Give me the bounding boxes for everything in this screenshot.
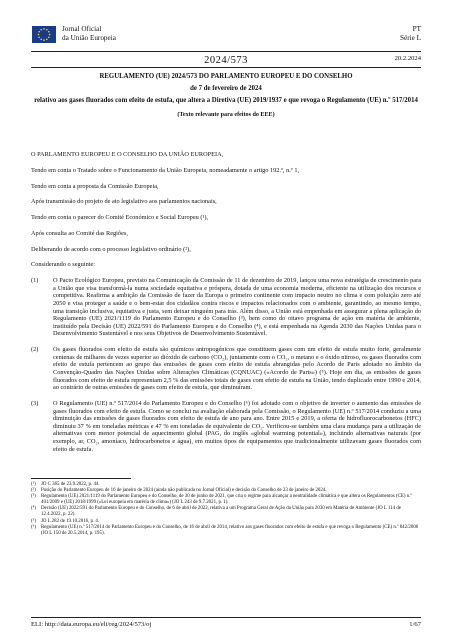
flag-star [46,29,48,31]
header-divider [31,51,421,52]
journal-name-line1: Jornal Oficial [62,25,102,33]
footnote-number: (¹) [31,482,36,487]
preamble-paragraph: Deliberando de acordo com o processo legislativo ordinário (²), [31,245,191,253]
footnote-text: Regulamento (UE) 2021/1119 do Parlamento Europeu e do Conselho, de 30 de junho de 2021, que cria o regime para alcançar a neutralidade climática e que altera os Regulamentos (CE) n.º 401/2009 e (UE) 2018/1999 («Lei europeia em matéria de clima») (JO L 243 de 9.7.2021, p. 1). [41,494,412,506]
flag-star [38,37,40,39]
flag-star [40,29,42,31]
flag-star [43,28,45,30]
footnote-text: Regulamento (UE) n.º 517/2014 do Parlamento Europeu e do Conselho, de 16 de abril de 2014, relativo aos gases fluorados com efeito de estufa e que revoga o Regulamento (CE) n.º 842/2006 (JO L 150 de 20.5.2014, p. 195). [41,524,419,536]
journal-name-line2: da União Europeia [62,34,116,42]
footnote-text: JO C 365 de 23.9.2022, p. 44. [41,482,100,487]
recital-item [31,277,421,338]
footer-divider [31,617,421,618]
footnote-number: (³) [31,494,36,500]
footnote-divider [31,478,131,479]
preamble-paragraph: Tendo em conta o Tratado sobre o Funcionamento da União Europeia, nomeadamente o artigo 192.º, n.º 1, [31,166,300,174]
page-number: 1/67 [409,621,421,628]
flag-star [46,39,48,41]
journal-name [62,25,116,43]
preamble-intro: O PARLAMENTO EUROPEU E O CONSELHO DA UNIÃO EUROPEIA, [31,151,224,158]
preamble-paragraph: Após transmissão do projeto de ato legislativo aos parlamentos nacionais, [31,198,217,206]
footnote-number: (⁴) [31,506,36,512]
footnote-text: JO L 282 de 19.10.2016, p. 4. [41,518,100,524]
flag-star [38,34,40,36]
flag-star [40,39,42,41]
footnotes [31,482,421,537]
regulation-title [31,73,421,119]
recital-text: O Pacto Ecológico Europeu, previsto na Comunicação da Comissão de 11 de dezembro de 2019, lançou uma nova estratégia de crescimento para a União que visa transformá-la numa sociedade equitativa e próspera, dotada de uma economia moderna, eficiente na utilização dos recursos e competitiva. Reafirma a ambição da Comissão de fazer da Europa o primeiro continente com impacto neutro no clima e com poluição zero até 2050 e visa proteger a saúde e o bem-estar dos cidadãos contra riscos e impactos relacionados com o ambiente, garantindo, ao mesmo tempo, uma transição inclusiva, equitativa e justa, sem deixar ninguém para trás. Além disso, a União está empenhada em assegurar a plena aplicação do Regulamento (UE) 2021/1119 do Parlamento Europeu e do Conselho (³), bem como do oitavo programa de ação em matéria de ambiente, instituído pela Decisão (UE) 2022/591 do Parlamento Europeu e do Conselho (⁴), e está empenhada na Agenda 2030 das Nações Unidas para o Desenvolvimento Sustentável e nos seus Objetivos de Desenvolvimento Sustentável. [53,277,421,338]
footnote-text: Posição do Parlamento Europeu de 16 de janeiro de 2024 (ainda não publicada no Jornal Oficial) e decisão do Conselho de 23 de janeiro de 2024. [41,488,327,494]
recital-item [31,346,421,392]
eu-flag-icon [32,26,56,43]
flag-star [49,34,51,36]
document-number: 2024/573 [204,55,248,66]
footnote-item [31,525,421,537]
recital-item [31,400,421,453]
recital-number: (1) [31,277,39,285]
footnote-number: (⁵) [31,518,36,524]
title-subject: relativo aos gases fluorados com efeito de estufa, que altera a Diretiva (UE) 2019/1937 e que revoga o Regulamento (UE) n.º 517/2014 [34,97,418,105]
series-label: Série L [400,34,421,42]
publication-date: 20.2.2024 [394,55,421,62]
preamble-paragraph: Tendo em conta o parecer do Comité Económico e Social Europeu (¹), [31,214,208,222]
language-code: PT [412,25,421,33]
recital-number: (2) [31,346,39,354]
flag-star [48,31,50,33]
flag-star [38,31,40,33]
recital-text: O Regulamento (UE) n.º 517/2014 do Parlamento Europeu e do Conselho (⁶) foi adotado com o objetivo de inverter o aumento das emissões de gases fluorados com efeito de estufa. Como se conclui na avaliação elaborada pela Comissão, o Regulamento (UE) n.º 517/2014 conduziu a uma diminuição das emissões de gases fluorados com efeito de estufa de ano para ano. Entre 2015 e 2019, a oferta de hidrofluorocarbonetos (HFC) diminuiu 37 % em toneladas métricas e 47 % em toneladas de equivalente de CO₂. Verificou-se também uma clara mudança para a utilização de alternativas com menor potencial de aquecimento global (PAG, do inglês «global warming potential»), incluindo alternativas naturais (por exemplo, ar, CO₂, amoníaco, hidrocarbonetos e água), em muitos tipos de equipamentos que tradicionalmente utilizavam gases fluorados com efeito de estufa. [53,399,421,453]
footnote-text: Decisão (UE) 2022/591 do Parlamento Europeu e do Conselho, de 6 de abril de 2022, relativa a um Programa Geral de Ação da União para 2030 em Matéria de Ambiente (JO L 114 de 12.4.2022, p. 22). [41,506,401,518]
language-series [400,25,421,43]
footnote-item [31,494,421,506]
eli-link[interactable]: ELI: http://data.europa.eu/eli/reg/2024/573/oj [31,621,152,628]
flag-star [43,39,45,41]
footnote-number: (²) [31,488,36,494]
footnote-number: (⁶) [31,524,36,530]
title-divider [31,67,421,68]
title-eea-note: (Texto relevante para efeitos do EEE) [177,111,275,118]
journal-header [0,0,452,48]
recital-text: Os gases fluorados com efeito de estufa são químicos antropogénicos que constituem gases com um efeito de estufa muito forte, geralmente centenas de milhares de vezes superior ao dióxido de carbono (CO₂), juntamente com o CO₂, o metano e o óxido nitroso, os gases fluorados com efeito de estufa pertencem ao grupo das emissões de gases com efeito de estufa abrangidas pelo Acordo de Paris adotado no âmbito da Convenção-Quadro das Nações Unidas sobre Alterações Climáticas (CQNUAC) («Acordo de Paris») (⁵). Hoje em dia, as emissões de gases fluorados com efeito de estufa representam 2,5 % das emissões totais de gases com efeito de estufa na União, tendo duplicado entre 1990 e 2014, ao contrário de outras emissões de gases com efeito de estufa, que diminuíram. [53,346,421,392]
document-body [31,151,421,461]
footnote-item [31,506,421,518]
preamble-paragraph: Considerando o seguinte: [31,261,96,269]
flag-star [48,37,50,39]
recital-number: (3) [31,399,39,407]
title-date: de 7 de fevereiro de 2024 [190,84,262,92]
preamble-paragraph: Tendo em conta a proposta da Comissão Europeia, [31,182,159,190]
preamble-paragraph: Após consulta ao Comité das Regiões, [31,229,128,237]
title-line1: REGULAMENTO (UE) 2024/573 DO PARLAMENTO EUROPEU E DO CONSELHO [99,73,353,80]
